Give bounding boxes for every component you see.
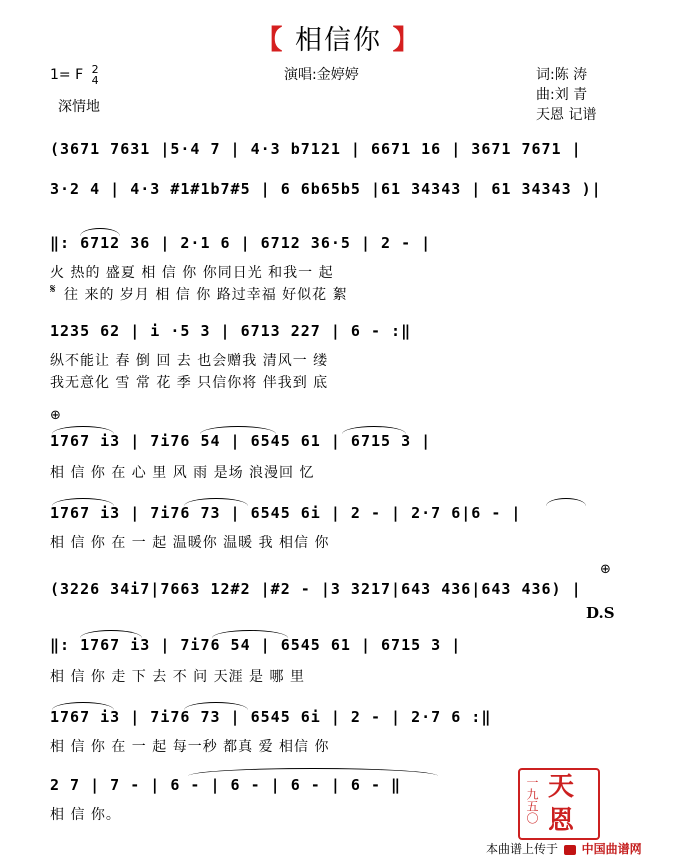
slur (212, 630, 288, 638)
bracket-left: 【 (255, 25, 285, 56)
footer-site-link[interactable]: 中国曲谱网 (581, 842, 642, 856)
key-text: 1= F (50, 67, 84, 83)
bracket-right: 】 (392, 25, 422, 56)
slur (184, 498, 248, 506)
seal-big-text: 天恩 (548, 772, 575, 836)
notation-row-8: ‖: 1767 i3 | 7i76 54 | 6545 61 | 6715 3 | (50, 636, 462, 654)
transcriber: 天恩 记谱 (536, 107, 597, 123)
lyric-line-3: 纵不能让 春 倒 回 去 也会赠我 清风一 缕 (50, 353, 329, 369)
page-title (0, 18, 677, 57)
notation-row-7: (3226 34i7|7663 12#2 |#2 - |3 3217|643 436|643 436) | (50, 580, 582, 598)
lyric-line-4: 我无意化 雪 常 花 季 只信你将 伴我到 底 (50, 375, 329, 391)
slur (80, 630, 142, 638)
tie (188, 768, 438, 776)
lyric-line-5: 相 信 你 在 心 里 风 雨 是场 浪漫回 忆 (50, 465, 315, 481)
lyric-line-9: 相 信 你。 (50, 807, 121, 823)
slur (52, 426, 114, 434)
slur (52, 498, 114, 506)
footer (486, 840, 642, 857)
song-title: 相信你 (295, 25, 382, 56)
composer: 曲:刘 青 (536, 87, 588, 103)
lyric-line-6: 相 信 你 在 一 起 温暖你 温暖 我 相信 你 (50, 535, 330, 551)
slur (184, 702, 248, 710)
coda-mark: ⊕ (50, 408, 61, 423)
slur (52, 702, 114, 710)
lyricist: 词:陈 涛 (536, 67, 588, 83)
time-signature (92, 64, 99, 86)
notation-row-4: 1235 62 | i ·5 3 | 6713 227 | 6 - :‖ (50, 322, 412, 340)
key-signature (50, 64, 99, 86)
singer: 演唱:金婷婷 (284, 67, 359, 83)
seal-stamp (518, 768, 600, 840)
segno-mark: 𝄋 (50, 282, 56, 297)
tempo: 深情地 (58, 99, 100, 115)
slur (80, 228, 120, 236)
lyric-line-1: 火 热的 盛夏 相 信 你 你同日光 和我一 起 (50, 265, 334, 281)
notation-row-3: ‖: 6712 36 | 2·1 6 | 6712 36·5 | 2 - | (50, 234, 432, 252)
notation-row-5: 1767 i3 | 7i76 54 | 6545 61 | 6715 3 | (50, 432, 432, 450)
time-bottom: 4 (91, 74, 99, 87)
site-logo-icon (564, 845, 576, 855)
notation-row-1: (3671 7631 |5·4 7 | 4·3 b7121 | 6671 16 | 3671 7671 | (50, 140, 582, 158)
slur (546, 498, 586, 506)
notation-row-9: 1767 i3 | 7i76 73 | 6545 6i | 2 - | 2·7 6 :‖ (50, 708, 492, 726)
time-top: 2 (91, 63, 99, 76)
coda-mark-2: ⊕ (600, 562, 611, 577)
slur (342, 426, 406, 434)
footer-upload-text: 本曲谱上传于 (486, 842, 559, 856)
notation-row-10: 2 7 | 7 - | 6 - | 6 - | 6 - | 6 - ‖ (50, 776, 402, 794)
notation-row-6: 1767 i3 | 7i76 73 | 6545 6i | 2 - | 2·7 6|6 - | (50, 504, 522, 522)
notation-row-2: 3·2 4 | 4·3 #1#1b7#5 | 6 6b65b5 |61 34343 | 61 34343 )| (50, 180, 602, 198)
lyric-line-7: 相 信 你 走 下 去 不 问 天涯 是 哪 里 (50, 669, 305, 685)
slur (200, 426, 276, 434)
ds-mark: D.S (586, 604, 615, 622)
seal-vertical-text: 一九五〇 (525, 776, 539, 824)
lyric-line-2: 往 来的 岁月 相 信 你 路过幸福 好似花 絮 (64, 287, 348, 303)
lyric-line-8: 相 信 你 在 一 起 每一秒 都真 爱 相信 你 (50, 739, 330, 755)
